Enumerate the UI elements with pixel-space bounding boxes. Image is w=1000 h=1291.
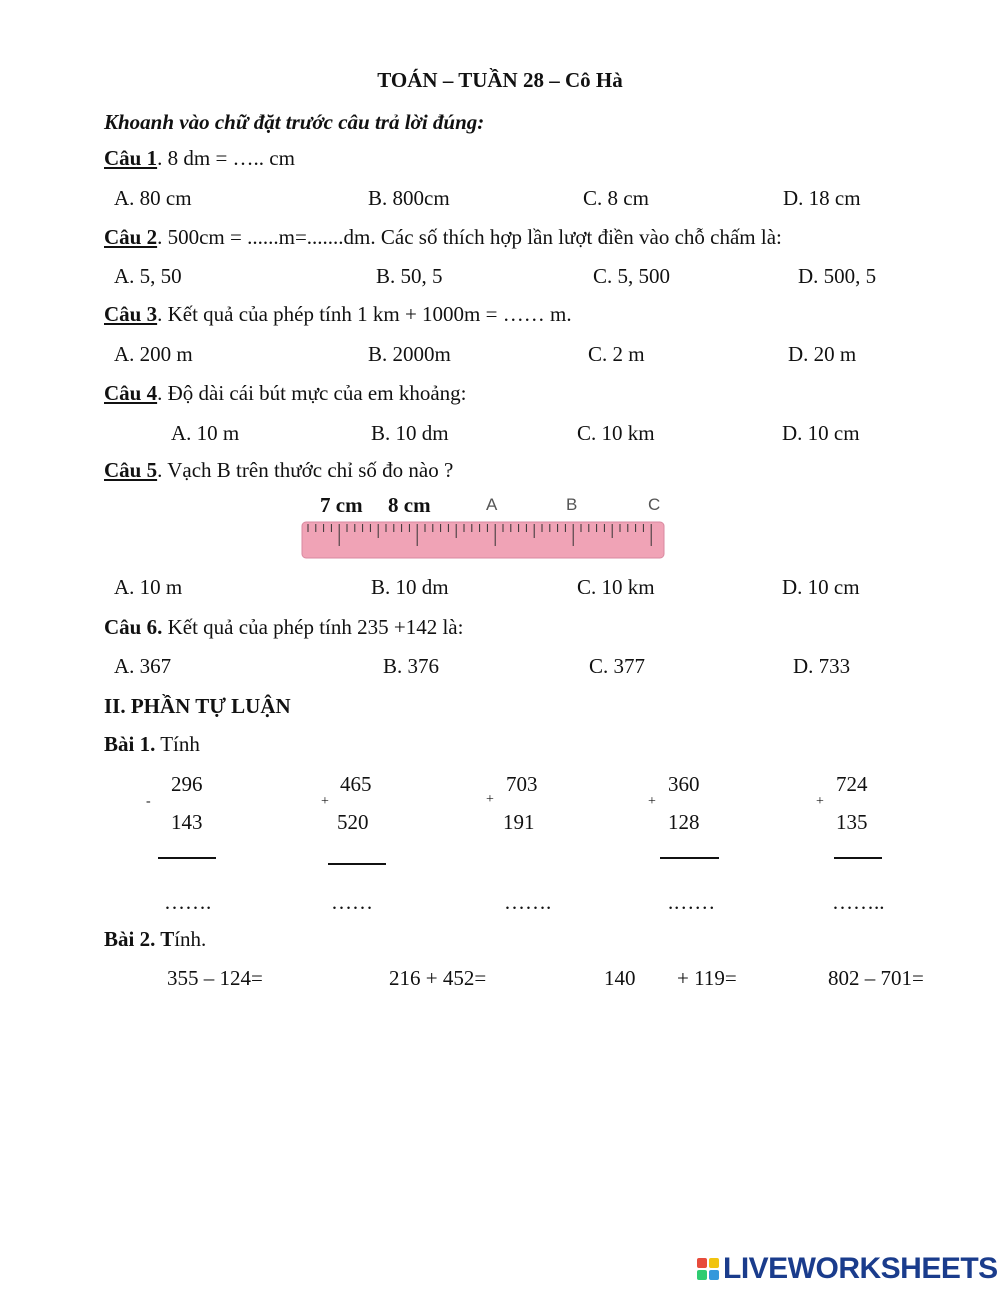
bai-2-item-3a[interactable]: 140 bbox=[604, 966, 636, 990]
bai-1-heading bbox=[104, 732, 200, 757]
q6-option-d[interactable]: D. 733 bbox=[793, 654, 851, 678]
question-1 bbox=[104, 146, 295, 171]
ruler-image bbox=[298, 488, 668, 566]
q4-option-d[interactable]: D. 10 cm bbox=[782, 421, 860, 445]
bai-2-item-2[interactable]: 216 + 452= bbox=[389, 966, 487, 990]
q4-option-a[interactable]: A. 10 m bbox=[171, 421, 240, 445]
bai-2-item-1[interactable]: 355 – 124= bbox=[167, 966, 263, 990]
question-2 bbox=[104, 225, 782, 250]
problem-3-answer[interactable]: ……. bbox=[504, 890, 552, 914]
q5-option-b[interactable]: B. 10 dm bbox=[371, 575, 449, 599]
question-label: Câu 4 bbox=[104, 381, 158, 405]
q1-option-a[interactable]: A. 80 cm bbox=[114, 186, 192, 210]
problem-4-line bbox=[660, 857, 719, 859]
ruler-body bbox=[302, 522, 664, 558]
problem-4-top: 360 bbox=[668, 772, 700, 796]
q4-option-b[interactable]: B. 10 dm bbox=[371, 421, 449, 445]
ruler-label-8cm: 8 cm bbox=[388, 493, 431, 517]
q6-option-c[interactable]: C. 377 bbox=[589, 654, 646, 678]
question-3 bbox=[104, 302, 572, 327]
problem-2-bottom: 520 bbox=[337, 810, 369, 834]
problem-4-bottom: 128 bbox=[668, 810, 700, 834]
problem-3-sign: + bbox=[486, 792, 494, 807]
problem-2-line bbox=[328, 863, 386, 865]
bai-2-item-3b[interactable]: + 119= bbox=[677, 966, 737, 990]
logo-square-blue bbox=[709, 1270, 719, 1280]
problem-2-sign: + bbox=[321, 794, 329, 809]
logo-square-yellow bbox=[709, 1258, 719, 1268]
problem-2-top: 465 bbox=[340, 772, 372, 796]
question-label: Câu 1 bbox=[104, 146, 158, 170]
question-text: . 8 dm = ….. cm bbox=[157, 146, 295, 170]
page-title: TOÁN – TUẦN 28 – Cô Hà bbox=[377, 68, 623, 92]
problem-4-sign: + bbox=[648, 794, 656, 809]
problem-1-sign: - bbox=[146, 794, 151, 809]
problem-3-top: 703 bbox=[506, 772, 538, 796]
problem-1-answer[interactable]: ……. bbox=[164, 890, 212, 914]
q6-option-b[interactable]: B. 376 bbox=[383, 654, 440, 678]
ruler-mark-c: C bbox=[648, 495, 661, 514]
q4-option-c[interactable]: C. 10 km bbox=[577, 421, 655, 445]
ruler-mark-b: B bbox=[566, 495, 578, 514]
q2-option-b[interactable]: B. 50, 5 bbox=[376, 264, 443, 288]
section-title: II. PHẦN TỰ LUẬN bbox=[104, 694, 291, 718]
q3-option-c[interactable]: C. 2 m bbox=[588, 342, 645, 366]
bai-1-label: Bài 1. bbox=[104, 732, 156, 756]
logo-square-red bbox=[697, 1258, 707, 1268]
q1-option-b[interactable]: B. 800cm bbox=[368, 186, 450, 210]
problem-4-answer[interactable]: .…… bbox=[668, 890, 716, 914]
logo-text: LIVEWORKSHEETS bbox=[723, 1252, 998, 1285]
problem-5-sign: + bbox=[816, 794, 824, 809]
question-label: Câu 5 bbox=[104, 458, 158, 482]
q5-option-c[interactable]: C. 10 km bbox=[577, 575, 655, 599]
problem-1-top: 296 bbox=[171, 772, 203, 796]
bai-2-item-4[interactable]: 802 – 701= bbox=[828, 966, 924, 990]
q5-option-d[interactable]: D. 10 cm bbox=[782, 575, 860, 599]
q2-option-d[interactable]: D. 500, 5 bbox=[798, 264, 877, 288]
ruler-mark-a: A bbox=[486, 495, 498, 514]
q1-option-d[interactable]: D. 18 cm bbox=[783, 186, 861, 210]
question-text: . Kết quả của phép tính 1 km + 1000m = …… m. bbox=[157, 302, 572, 326]
bai-2-text: ính. bbox=[174, 927, 207, 951]
question-text: . Vạch B trên thước chỉ số đo nào ? bbox=[157, 458, 454, 482]
logo-square-green bbox=[697, 1270, 707, 1280]
q6-option-a[interactable]: A. 367 bbox=[114, 654, 172, 678]
question-label: Câu 3 bbox=[104, 302, 158, 326]
question-4 bbox=[104, 381, 466, 406]
question-text: . 500cm = ......m=.......dm. Các số thích hợp lần lượt điền vào chỗ chấm là: bbox=[157, 225, 782, 249]
bai-2-heading bbox=[104, 927, 206, 952]
q1-option-c[interactable]: C. 8 cm bbox=[583, 186, 649, 210]
ruler-svg bbox=[298, 488, 668, 566]
question-6 bbox=[104, 615, 463, 640]
question-text: Kết quả của phép tính 235 +142 là: bbox=[162, 615, 464, 639]
logo-icon bbox=[697, 1258, 719, 1280]
question-text: . Độ dài cái bút mực của em khoảng: bbox=[157, 381, 467, 405]
problem-5-top: 724 bbox=[836, 772, 868, 796]
problem-1-bottom: 143 bbox=[171, 810, 203, 834]
problem-1-line bbox=[158, 857, 216, 859]
problem-5-line bbox=[834, 857, 882, 859]
instruction: Khoanh vào chữ đặt trước câu trả lời đúng: bbox=[104, 110, 485, 134]
question-5 bbox=[104, 458, 453, 483]
question-label: Câu 2 bbox=[104, 225, 158, 249]
question-label: Câu 6. bbox=[104, 615, 163, 639]
q3-option-a[interactable]: A. 200 m bbox=[114, 342, 193, 366]
bai-2-label: Bài 2. T bbox=[104, 927, 175, 951]
bai-1-text: Tính bbox=[155, 732, 200, 756]
q3-option-d[interactable]: D. 20 m bbox=[788, 342, 857, 366]
liveworksheets-logo[interactable] bbox=[697, 1252, 998, 1286]
q3-option-b[interactable]: B. 2000m bbox=[368, 342, 451, 366]
q5-option-a[interactable]: A. 10 m bbox=[114, 575, 183, 599]
ruler-label-7cm: 7 cm bbox=[320, 493, 363, 517]
q2-option-a[interactable]: A. 5, 50 bbox=[114, 264, 182, 288]
problem-5-bottom: 135 bbox=[836, 810, 868, 834]
problem-2-answer[interactable]: …… bbox=[331, 890, 373, 914]
q2-option-c[interactable]: C. 5, 500 bbox=[593, 264, 671, 288]
problem-5-answer[interactable]: …….. bbox=[832, 890, 885, 914]
problem-3-bottom: 191 bbox=[503, 810, 535, 834]
